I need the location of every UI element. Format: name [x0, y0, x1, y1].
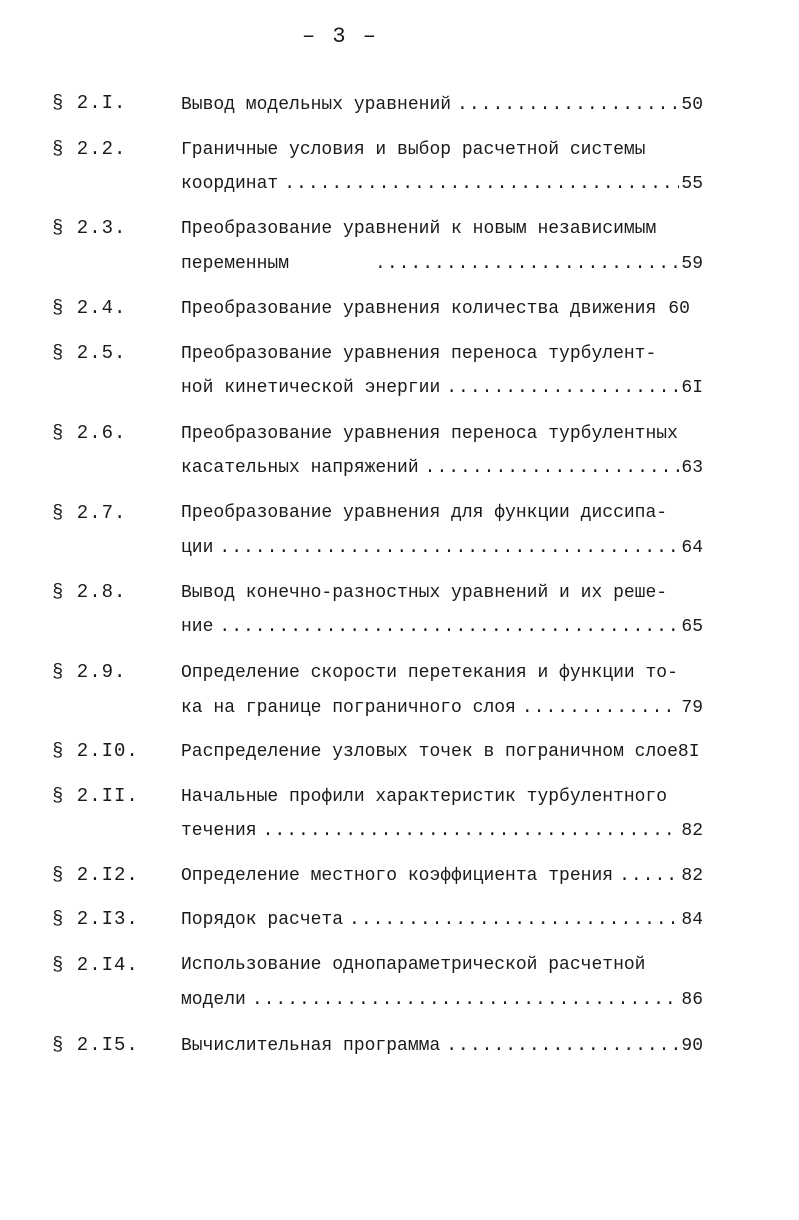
entry-line	[181, 298, 703, 320]
dot-leader	[619, 865, 679, 887]
dot-leader	[263, 820, 680, 842]
entry-title-line-2: ние	[181, 617, 214, 637]
entry-title-line-1: Определение скорости перетекания и функции то-	[181, 663, 678, 683]
entry-title-line-2: течения	[181, 821, 257, 841]
dot-leader	[446, 1035, 679, 1057]
page-ref: 59	[681, 254, 703, 274]
entry-line	[181, 1035, 703, 1057]
entry-title-line-1: Преобразование уравнения переноса турбулентных	[181, 424, 678, 444]
page-ref: 90	[681, 1036, 703, 1056]
entry-line	[181, 253, 703, 275]
entry-line	[181, 741, 703, 763]
entry-line	[181, 865, 703, 887]
dot-leader	[219, 537, 679, 559]
section-number: § 2.II.	[52, 785, 139, 807]
entry-line	[181, 457, 703, 479]
section-number: § 2.7.	[52, 502, 127, 524]
entry-title: Вывод модельных уравнений	[181, 95, 452, 115]
page-ref: 8I	[677, 742, 700, 762]
section-number: § 2.I.	[52, 92, 127, 114]
entry-title: Преобразование уравнения количества движения	[181, 299, 657, 319]
entry-title-line-1: Преобразование уравнения переноса турбулент-	[181, 344, 657, 364]
page-ref: 65	[681, 617, 703, 637]
page-ref: 82	[681, 821, 703, 841]
page-ref: 6I	[681, 378, 703, 398]
entry-line	[181, 820, 703, 842]
section-number: § 2.I2.	[52, 864, 139, 886]
entry-title-line-1: Преобразование уравнений к новым независимым	[181, 219, 657, 239]
dot-leader	[522, 697, 680, 719]
dot-leader	[425, 457, 680, 479]
dot-leader	[219, 616, 679, 638]
entry-title-line-2: ка на границе пограничного слоя	[181, 698, 516, 718]
page-ref: 84	[681, 910, 703, 930]
section-number: § 2.I0.	[52, 740, 139, 762]
entry-title-line-1: Вывод конечно-разностных уравнений и их реше-	[181, 583, 668, 603]
entry-title-line-2: модели	[181, 990, 246, 1010]
entry-line	[181, 909, 703, 931]
entry-title-line-2: ной кинетической энергии	[181, 378, 441, 398]
entry-title: Определение местного коэффициента трения	[181, 866, 614, 886]
dot-leader	[349, 909, 679, 931]
entry-line	[181, 94, 703, 116]
entry-line	[181, 173, 703, 195]
entry-line	[181, 989, 703, 1011]
section-number: § 2.3.	[52, 217, 127, 239]
page-ref: 50	[681, 95, 703, 115]
entry-title-line-1: Использование однопараметрической расчетной	[181, 955, 646, 975]
dot-leader	[457, 94, 679, 116]
entry-title-line-1: Начальные профили характеристик турбулентного	[181, 787, 668, 807]
entry-line	[181, 537, 703, 559]
dot-leader	[252, 989, 680, 1011]
page-ref: 60	[668, 299, 690, 319]
dot-leader	[284, 173, 679, 195]
page-ref: 64	[681, 538, 703, 558]
section-number: § 2.I3.	[52, 908, 139, 930]
page-ref: 82	[681, 866, 703, 886]
section-number: § 2.I4.	[52, 954, 139, 976]
dot-leader	[446, 377, 679, 399]
entry-line	[181, 616, 703, 638]
entry-title: Распределение узловых точек в пограничном слое	[181, 742, 678, 762]
entry-title-line-2: ции	[181, 538, 214, 558]
entry-line	[181, 697, 703, 719]
entry-title-line-1: Граничные условия и выбор расчетной системы	[181, 140, 646, 160]
entry-line	[181, 377, 703, 399]
page-number: – 3 –	[301, 24, 378, 49]
section-number: § 2.4.	[52, 297, 127, 319]
entry-title: Порядок расчета	[181, 910, 344, 930]
page-ref: 63	[681, 458, 703, 478]
entry-title-line-2: касательных напряжений	[181, 458, 419, 478]
entry-title: Вычислительная программа	[181, 1036, 441, 1056]
entry-title-line-2: координат	[181, 174, 279, 194]
section-number: § 2.2.	[52, 138, 127, 160]
entry-title-line-1: Преобразование уравнения для функции диссипа-	[181, 503, 668, 523]
section-number: § 2.9.	[52, 661, 127, 683]
page-ref: 55	[681, 174, 703, 194]
entry-title-line-2: переменным	[181, 254, 290, 274]
page-ref: 79	[681, 698, 703, 718]
section-number: § 2.I5.	[52, 1034, 139, 1056]
section-number: § 2.6.	[52, 422, 127, 444]
page-ref: 86	[681, 990, 703, 1010]
dot-leader	[375, 253, 679, 275]
section-number: § 2.8.	[52, 581, 127, 603]
section-number: § 2.5.	[52, 342, 127, 364]
